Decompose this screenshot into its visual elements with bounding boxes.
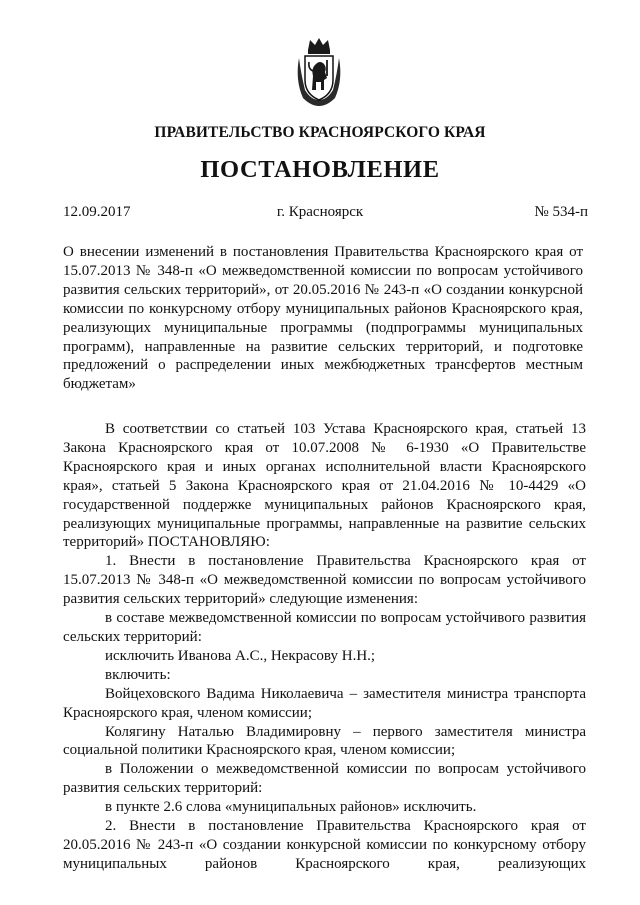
item-2-paragraph: 2. Внести в постановление Правительства Красноярского края от 20.05.2016 № 243-п «О создании конкурсной комиссии по конкурсному отбору муниципальных районов Красноярского края, реализующих [63, 818, 586, 872]
document-type: ПОСТАНОВЛЕНИЕ [200, 156, 440, 183]
regulation-paragraph: в Положении о межведомственной комиссии по вопросам устойчивого развития сельских территорий: [63, 761, 586, 797]
include-heading-paragraph: включить: [105, 666, 171, 683]
document-date: 12.09.2017 [63, 204, 131, 220]
document-body [63, 420, 586, 874]
clause-2-6-paragraph: в пункте 2.6 слова «муниципальных районов» исключить. [105, 799, 477, 816]
exclude-members-paragraph: исключить Иванова А.С., Некрасову Н.Н.; [105, 647, 376, 664]
new-member-2-paragraph: Колягину Наталью Владимировну – первого заместителя министра социальной политики Красноярского края, членом комиссии; [63, 723, 586, 759]
krasnoyarsk-coat-of-arms-icon [293, 36, 345, 108]
preamble-paragraph: В соответствии со статьей 103 Устава Красноярского края, статьей 13 Закона Красноярского края от 10.07.2008 № 6-1930 «О Правительстве Красноярского края и иных органах исполнительной власти Красноярского края», статьей 5 Закона Красноярского края от 21.04.2016 № 10-4429 «О государственной поддержке муниципальных районов Красноярского края, реализующих муниципальные программы, направленные на развитие сельских территорий» ПОСТАНОВЛЯЮ: [63, 421, 586, 551]
item-1-paragraph: 1. Внести в постановление Правительства Красноярского края от 15.07.2013 № 348-п «О межведомственной комиссии по вопросам устойчивого развития сельских территорий» следующие изменения: [63, 553, 586, 608]
government-name: ПРАВИТЕЛЬСТВО КРАСНОЯРСКОГО КРАЯ [154, 124, 486, 141]
document-title: О внесении изменений в постановления Правительства Красноярского края от 15.07.2013 № 348-п «О межведомственной комиссии по вопросам устойчивого развития сельских территорий», от 20.05.2016 № 243-п «О создании конкурсной комиссии по конкурсному отбору муниципальных районов Красноярского края, реализующих муниципальные программы (подпрограммы муниципальных программ), направленные на развитие сельских территорий, и подготовке предложений о распределении иных межбюджетных трансфертов местным бюджетам» [63, 244, 583, 393]
document-city: г. Красноярск [276, 204, 364, 220]
document-number: № 534-п [534, 204, 588, 220]
new-member-1-paragraph: Войцеховского Вадима Николаевича – заместителя министра транспорта Красноярского края, членом комиссии; [63, 685, 586, 721]
commission-composition-paragraph: в составе межведомственной комиссии по вопросам устойчивого развития сельских территорий: [63, 610, 586, 645]
